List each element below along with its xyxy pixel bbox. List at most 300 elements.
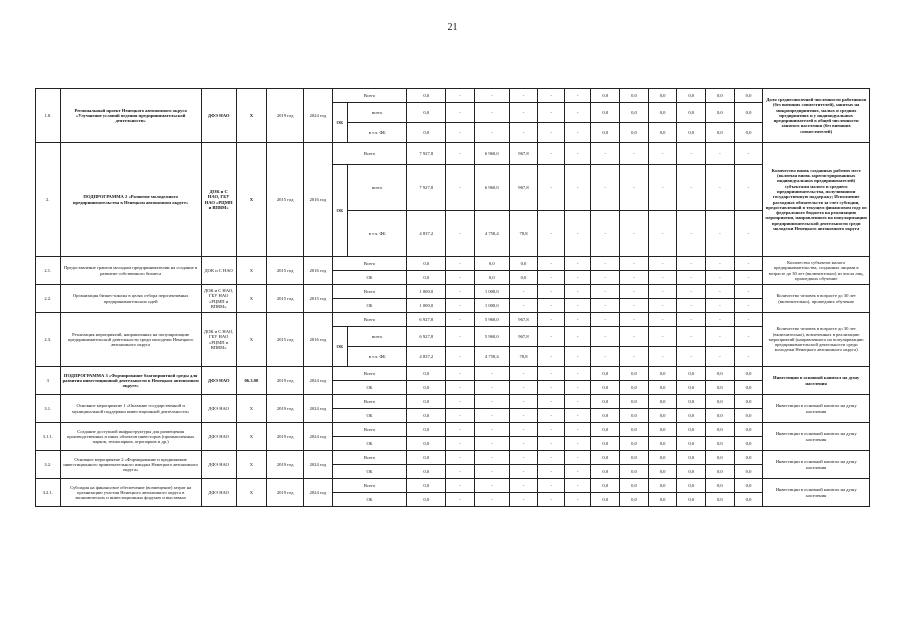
- fin-source-label: ОБ: [332, 437, 407, 451]
- fin-source-label: ОБ: [332, 381, 407, 395]
- row-name: Субсидия на финансовое обеспечение (возмещение) затрат на организацию участия Ненецкого автономного округа в экономических и инвестиционных форумах и выставках: [60, 479, 201, 507]
- fin-value: -: [564, 381, 591, 395]
- fin-source-label: ОБ: [332, 327, 347, 367]
- fin-value: -: [734, 165, 763, 211]
- fin-value: 0,0: [407, 409, 446, 423]
- fin-value: 0,0: [706, 437, 735, 451]
- row-name: Создание доступной инфраструктуры для размещения производственных и иных объектов инвесторов (промышленных парков, технопарков, агропарков и др.): [60, 423, 201, 451]
- row-number: 3.1.1.: [36, 423, 61, 451]
- fin-value: -: [538, 257, 565, 271]
- row-name: Региональный проект Ненецкого автономного округа «Улучшение условий ведения предпринимательской деятельности»: [60, 89, 201, 143]
- row-result: Инвестиции в основной капитал на душу населения: [763, 451, 870, 479]
- fin-value: -: [620, 299, 649, 313]
- fin-value: -: [538, 89, 565, 103]
- fin-value: -: [648, 347, 677, 367]
- fin-value: 0,0: [734, 423, 763, 437]
- row-executor: ДФЭ НАО: [201, 451, 236, 479]
- fin-value: -: [446, 327, 475, 347]
- fin-value: -: [564, 367, 591, 381]
- fin-value: -: [620, 347, 649, 367]
- fin-value: 0,0: [677, 381, 706, 395]
- fin-value: 0,0: [620, 409, 649, 423]
- fin-source-label: ОБ: [332, 165, 347, 257]
- row-result: Инвестиции в основной капитал на душу населения: [763, 423, 870, 451]
- row-name: Предоставление грантов молодым предпринимателям на создание и развитие собственного бизнеса: [60, 257, 201, 285]
- fin-value: 7 927,8: [407, 165, 446, 211]
- fin-value: 0,0: [677, 367, 706, 381]
- fin-value: -: [564, 437, 591, 451]
- row-number: 3.2.: [36, 451, 61, 479]
- row-start: 2015 год: [267, 257, 304, 285]
- row-number: 3: [36, 367, 61, 395]
- fin-value: -: [538, 327, 565, 347]
- fin-value: -: [591, 285, 620, 299]
- fin-value: 0,0: [591, 395, 620, 409]
- fin-value: -: [734, 327, 763, 347]
- fin-value: 0,0: [706, 381, 735, 395]
- row-code: Х: [236, 423, 267, 451]
- fin-value: -: [446, 493, 475, 507]
- fin-value: -: [564, 451, 591, 465]
- fin-value: -: [509, 381, 538, 395]
- fin-value: -: [474, 89, 509, 103]
- row-name: ПОДПРОГРАММА 2 «Развитие молодежного предпринимательства в Ненецком автономном округе»: [60, 143, 201, 257]
- fin-value: 0,0: [407, 367, 446, 381]
- fin-value: -: [677, 143, 706, 165]
- fin-value: 0,0: [591, 479, 620, 493]
- fin-value: -: [509, 299, 538, 313]
- row-end: 2015 год: [304, 285, 333, 313]
- fin-value: 0,0: [591, 423, 620, 437]
- fin-value: 0,0: [620, 479, 649, 493]
- fin-value: 7 927,8: [407, 143, 446, 165]
- fin-value: 967,8: [509, 313, 538, 327]
- fin-value: 0,0: [407, 479, 446, 493]
- fin-value: -: [734, 313, 763, 327]
- fin-value: -: [564, 103, 591, 123]
- fin-value: -: [538, 271, 565, 285]
- fin-value: -: [677, 211, 706, 257]
- fin-value: -: [446, 165, 475, 211]
- fin-value: -: [564, 479, 591, 493]
- fin-value: 0,0: [677, 103, 706, 123]
- row-result: Инвестиции в основной капитал на душу населения: [763, 367, 870, 395]
- fin-value: 0,0: [591, 493, 620, 507]
- fin-value: 0,0: [620, 465, 649, 479]
- fin-value: 6 927,8: [407, 327, 446, 347]
- fin-value: 0,0: [591, 381, 620, 395]
- fin-value: 0,0: [591, 123, 620, 143]
- row-result: Инвестиции в основной капитал на душу населения: [763, 479, 870, 507]
- fin-value: -: [564, 89, 591, 103]
- row-executor: ДФЭ НАО: [201, 89, 236, 143]
- row-code: Х: [236, 451, 267, 479]
- fin-value: -: [706, 313, 735, 327]
- fin-value: 0,0: [677, 479, 706, 493]
- fin-value: 0,0: [706, 479, 735, 493]
- fin-source-label: Всего: [332, 367, 407, 381]
- fin-value: 0,0: [648, 465, 677, 479]
- fin-value: 0,0: [706, 465, 735, 479]
- row-number: 2.3.: [36, 313, 61, 367]
- row-start: 2015 год: [267, 285, 304, 313]
- fin-value: -: [734, 271, 763, 285]
- fin-value: -: [538, 395, 565, 409]
- fin-value: -: [591, 257, 620, 271]
- fin-value: 0,0: [591, 437, 620, 451]
- fin-value: 0,0: [734, 367, 763, 381]
- fin-value: -: [474, 479, 509, 493]
- fin-value: -: [648, 165, 677, 211]
- fin-value: -: [538, 493, 565, 507]
- fin-value: 0,0: [474, 271, 509, 285]
- fin-value: 0,0: [407, 103, 446, 123]
- fin-value: -: [620, 165, 649, 211]
- fin-value: -: [538, 381, 565, 395]
- fin-value: -: [446, 211, 475, 257]
- fin-value: 4 758,4: [474, 347, 509, 367]
- table-row: [36, 451, 870, 465]
- fin-value: -: [538, 103, 565, 123]
- fin-sub-label: в т.ч. ФБ: [348, 123, 407, 143]
- fin-value: -: [648, 271, 677, 285]
- row-number: 2.: [36, 143, 61, 257]
- fin-value: 0,0: [648, 479, 677, 493]
- fin-value: -: [620, 327, 649, 347]
- fin-value: -: [564, 271, 591, 285]
- fin-value: -: [591, 271, 620, 285]
- fin-source-label: ОБ: [332, 103, 347, 143]
- fin-value: 0,0: [509, 271, 538, 285]
- fin-value: 0,0: [509, 257, 538, 271]
- row-number: 3.2.1.: [36, 479, 61, 507]
- fin-value: 0,0: [620, 437, 649, 451]
- fin-value: -: [677, 165, 706, 211]
- fin-value: 0,0: [648, 381, 677, 395]
- row-executor: ДОК и С НАО, ГБУ НАО «РЦМП и ВПВМ»: [201, 285, 236, 313]
- fin-value: 0,0: [706, 395, 735, 409]
- fin-value: -: [564, 347, 591, 367]
- fin-value: 0,0: [648, 395, 677, 409]
- fin-value: -: [734, 347, 763, 367]
- fin-value: 4 758,4: [474, 211, 509, 257]
- fin-value: 0,0: [620, 89, 649, 103]
- fin-value: 1 000,0: [474, 299, 509, 313]
- fin-value: -: [677, 299, 706, 313]
- fin-value: 6 927,8: [407, 313, 446, 327]
- table-row: [36, 367, 870, 381]
- fin-value: -: [509, 285, 538, 299]
- fin-value: -: [509, 123, 538, 143]
- fin-value: 1 000,0: [407, 285, 446, 299]
- fin-value: 0,0: [648, 451, 677, 465]
- fin-value: -: [591, 347, 620, 367]
- fin-value: -: [446, 437, 475, 451]
- fin-value: -: [474, 409, 509, 423]
- fin-value: -: [509, 409, 538, 423]
- fin-value: -: [591, 313, 620, 327]
- fin-value: -: [706, 143, 735, 165]
- fin-value: 0,0: [407, 395, 446, 409]
- fin-value: 0,0: [591, 465, 620, 479]
- fin-value: -: [538, 437, 565, 451]
- fin-value: -: [706, 347, 735, 367]
- fin-value: -: [620, 211, 649, 257]
- fin-sub-label: всего: [348, 327, 407, 347]
- fin-value: 0,0: [620, 493, 649, 507]
- row-number: 2.2.: [36, 285, 61, 313]
- fin-value: -: [620, 143, 649, 165]
- row-end: 2024 год: [304, 89, 333, 143]
- fin-value: -: [564, 299, 591, 313]
- fin-value: -: [446, 347, 475, 367]
- fin-value: 0,0: [734, 381, 763, 395]
- fin-value: 0,0: [620, 395, 649, 409]
- fin-value: -: [446, 381, 475, 395]
- fin-value: -: [446, 285, 475, 299]
- fin-value: -: [446, 123, 475, 143]
- fin-value: -: [677, 257, 706, 271]
- fin-source-label: Всего: [332, 143, 407, 165]
- fin-value: 0,0: [677, 437, 706, 451]
- fin-value: -: [564, 313, 591, 327]
- fin-value: -: [620, 313, 649, 327]
- fin-value: 0,0: [677, 89, 706, 103]
- fin-value: 0,0: [407, 423, 446, 437]
- fin-value: -: [538, 479, 565, 493]
- fin-value: 0,0: [706, 423, 735, 437]
- fin-value: -: [446, 103, 475, 123]
- fin-value: 0,0: [620, 367, 649, 381]
- fin-value: -: [446, 313, 475, 327]
- row-result: Количество субъектов малого предпринимательства, созданных лицами в возрасте до 30 лет (включительно) из числа лиц, прошедших обучение: [763, 257, 870, 285]
- row-number: 1.8.: [36, 89, 61, 143]
- fin-value: 0,0: [407, 89, 446, 103]
- row-name: Организация бизнес-школы в целях отбора перспективных предпринимательских идей: [60, 285, 201, 313]
- row-code: Х: [236, 257, 267, 285]
- fin-value: 0,0: [734, 493, 763, 507]
- fin-value: -: [734, 299, 763, 313]
- fin-value: 0,0: [407, 493, 446, 507]
- fin-value: -: [706, 271, 735, 285]
- row-code: Х: [236, 395, 267, 423]
- fin-value: 0,0: [474, 257, 509, 271]
- fin-value: -: [474, 493, 509, 507]
- fin-value: -: [538, 285, 565, 299]
- fin-value: -: [677, 347, 706, 367]
- fin-value: 0,0: [677, 409, 706, 423]
- fin-value: 0,0: [677, 493, 706, 507]
- fin-value: 5 960,0: [474, 313, 509, 327]
- fin-value: 0,0: [734, 89, 763, 103]
- fin-value: 0,0: [734, 123, 763, 143]
- page-number: 21: [447, 22, 458, 33]
- fin-value: 0,0: [648, 103, 677, 123]
- fin-value: -: [564, 165, 591, 211]
- fin-value: 0,0: [734, 103, 763, 123]
- fin-value: -: [474, 103, 509, 123]
- fin-value: 0,0: [648, 409, 677, 423]
- row-end: 2016 год: [304, 143, 333, 257]
- fin-source-label: Всего: [332, 423, 407, 437]
- fin-value: 0,0: [734, 409, 763, 423]
- fin-value: -: [509, 423, 538, 437]
- fin-value: -: [474, 451, 509, 465]
- fin-value: 0,0: [407, 465, 446, 479]
- row-executor: ДОК и С НАО: [201, 257, 236, 285]
- fin-value: 0,0: [620, 123, 649, 143]
- row-name: Реализация мероприятий, направленных на популяризацию предпринимательской деятельности среди молодежи Ненецкого автономного округа: [60, 313, 201, 367]
- fin-value: -: [620, 285, 649, 299]
- fin-value: 0,0: [734, 395, 763, 409]
- row-result: Количество вновь созданных рабочих мест (включая вновь зарегистрированных индивидуальных предпринимателей) субъектами малого и среднего предпринимательства, получившими государственную поддержку; Исполнение расходных обязательств за счет субсидии, предоставленной в текущем финансовом году из федерального бюджета на реализацию мероприятия, направленного на популяризацию предпринимательской деятельности среди молодежи Ненецкого автономного округа: [763, 143, 870, 257]
- row-number: 3.1.: [36, 395, 61, 423]
- fin-value: 0,0: [677, 451, 706, 465]
- fin-value: -: [620, 257, 649, 271]
- fin-value: -: [538, 313, 565, 327]
- fin-value: -: [474, 423, 509, 437]
- table-row: [36, 89, 870, 103]
- fin-value: 0,0: [734, 479, 763, 493]
- fin-value: -: [446, 395, 475, 409]
- table-row: [36, 313, 870, 327]
- row-executor: ДОК и С НАО, ГБУ НАО «РЦМП и ВПВМ»: [201, 143, 236, 257]
- fin-value: 0,0: [706, 123, 735, 143]
- fin-value: -: [538, 165, 565, 211]
- fin-value: 78,8: [509, 347, 538, 367]
- fin-value: -: [509, 395, 538, 409]
- fin-value: -: [564, 395, 591, 409]
- fin-value: -: [564, 423, 591, 437]
- row-name: ПОДПРОГРАММА 3 «Формирование благоприятной среды для развития инвестиционной деятельности в Ненецком автономном округе»: [60, 367, 201, 395]
- fin-value: -: [564, 211, 591, 257]
- fin-value: -: [538, 143, 565, 165]
- row-code: Х: [236, 143, 267, 257]
- fin-value: -: [706, 299, 735, 313]
- row-start: 2019 год: [267, 479, 304, 507]
- fin-value: 0,0: [407, 451, 446, 465]
- fin-value: -: [538, 423, 565, 437]
- fin-value: 0,0: [648, 89, 677, 103]
- fin-value: 0,0: [734, 465, 763, 479]
- fin-value: 0,0: [407, 257, 446, 271]
- fin-value: -: [706, 285, 735, 299]
- row-start: 2019 год: [267, 395, 304, 423]
- fin-value: -: [591, 299, 620, 313]
- fin-value: -: [648, 299, 677, 313]
- row-end: 2024 год: [304, 451, 333, 479]
- table-row: [36, 285, 870, 299]
- fin-value: 967,8: [509, 143, 538, 165]
- fin-sub-label: в т.ч. ФБ: [348, 211, 407, 257]
- fin-value: 0,0: [677, 465, 706, 479]
- fin-value: -: [446, 257, 475, 271]
- row-executor: ДФЭ НАО: [201, 423, 236, 451]
- fin-value: 5 960,0: [474, 327, 509, 347]
- row-end: 2016 год: [304, 257, 333, 285]
- row-end: 2024 год: [304, 479, 333, 507]
- fin-value: 0,0: [648, 437, 677, 451]
- fin-value: -: [591, 211, 620, 257]
- fin-value: 0,0: [648, 423, 677, 437]
- table-row: [36, 257, 870, 271]
- row-start: 2019 год: [267, 89, 304, 143]
- program-table-body: [36, 89, 870, 507]
- fin-value: -: [648, 211, 677, 257]
- fin-value: -: [706, 327, 735, 347]
- fin-value: -: [591, 327, 620, 347]
- fin-value: -: [706, 257, 735, 271]
- fin-value: 0,0: [591, 89, 620, 103]
- fin-value: -: [446, 465, 475, 479]
- fin-source-label: Всего: [332, 479, 407, 493]
- fin-source-label: ОБ: [332, 493, 407, 507]
- fin-value: -: [620, 271, 649, 285]
- row-start: 2019 год: [267, 423, 304, 451]
- fin-value: 0,0: [407, 437, 446, 451]
- fin-value: -: [648, 285, 677, 299]
- row-end: 2024 год: [304, 367, 333, 395]
- table-row: [36, 423, 870, 437]
- fin-value: -: [734, 211, 763, 257]
- fin-source-label: ОБ: [332, 465, 407, 479]
- fin-source-label: Всего: [332, 313, 407, 327]
- fin-value: -: [564, 257, 591, 271]
- fin-value: -: [509, 493, 538, 507]
- fin-value: -: [474, 465, 509, 479]
- fin-value: -: [446, 423, 475, 437]
- fin-value: -: [706, 211, 735, 257]
- fin-value: -: [734, 285, 763, 299]
- row-code: Х: [236, 479, 267, 507]
- fin-value: -: [538, 451, 565, 465]
- fin-value: 0,0: [620, 103, 649, 123]
- fin-sub-label: в т.ч. ФБ: [348, 347, 407, 367]
- fin-value: -: [591, 165, 620, 211]
- fin-sub-label: всего: [348, 165, 407, 211]
- fin-value: -: [538, 123, 565, 143]
- row-start: 2015 год: [267, 313, 304, 367]
- fin-value: 0,0: [648, 367, 677, 381]
- fin-value: -: [648, 313, 677, 327]
- fin-value: 967,8: [509, 327, 538, 347]
- fin-source-label: ОБ: [332, 299, 407, 313]
- fin-value: 6 960,0: [474, 165, 509, 211]
- fin-value: -: [474, 367, 509, 381]
- row-executor: ДФЭ НАО: [201, 395, 236, 423]
- fin-value: -: [509, 479, 538, 493]
- fin-value: -: [446, 271, 475, 285]
- fin-value: 0,0: [734, 451, 763, 465]
- fin-value: 78,8: [509, 211, 538, 257]
- fin-value: 0,0: [620, 451, 649, 465]
- row-code: Х: [236, 285, 267, 313]
- row-result: Количество человек в возрасте до 30 лет (включительно), вовлеченных в реализацию мероприятий (направленного на популяризацию предпринимательской деятельности среди молодежи Ненецкого автономного округа): [763, 313, 870, 367]
- table-row: [36, 395, 870, 409]
- fin-value: -: [538, 465, 565, 479]
- row-name: Основное мероприятие 2 «Формирование и продвижение инвестиционного привлекательного имиджа Ненецкого автономного округа»: [60, 451, 201, 479]
- fin-value: 0,0: [706, 89, 735, 103]
- row-executor: ДФЭ НАО: [201, 367, 236, 395]
- fin-value: -: [564, 327, 591, 347]
- fin-value: -: [509, 367, 538, 381]
- fin-value: -: [648, 327, 677, 347]
- row-end: 2024 год: [304, 395, 333, 423]
- fin-value: -: [446, 409, 475, 423]
- fin-value: 0,0: [591, 367, 620, 381]
- fin-sub-label: всего: [348, 103, 407, 123]
- fin-value: 6 960,0: [474, 143, 509, 165]
